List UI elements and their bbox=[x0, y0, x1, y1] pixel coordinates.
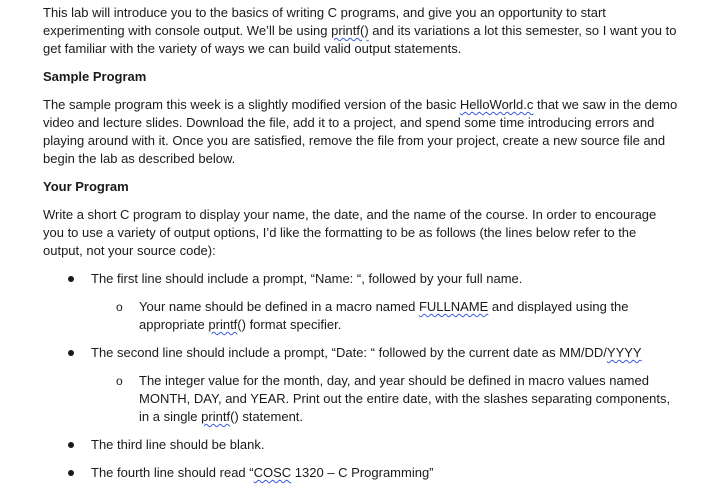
lab-document bbox=[43, 4, 678, 492]
printf-term: printf bbox=[208, 317, 238, 332]
requirement-text: The first line should include a prompt, “Name: “, followed by your full name. bbox=[91, 271, 523, 286]
intro-text: This lab will introduce you to the basics of writing C programs, and give you an opportunity to start experimenting with console output. We’ll be using bbox=[43, 5, 606, 38]
sub-requirement-text-continued: and displayed using the appropriate bbox=[139, 299, 629, 332]
course-code-term: COSC bbox=[253, 465, 292, 480]
requirement-text-end: 1320 – C Programming” bbox=[291, 465, 434, 480]
requirements-list bbox=[43, 270, 678, 482]
sample-text: The sample program this week is a slightly modified version of the basic bbox=[43, 97, 460, 112]
requirement-text: The third line should be blank. bbox=[91, 437, 265, 452]
requirement-third-line bbox=[43, 436, 678, 454]
printf-term: printf bbox=[201, 409, 231, 424]
requirement-text: The second line should include a prompt, “Date: “ followed by the current date as MM/DD/ bbox=[91, 345, 607, 360]
sub-requirement-text-end: () statement. bbox=[230, 409, 304, 424]
intro-text-continued: and its variations a lot this semester, so I want you to get familiar with the variety of ways we can build valid output statements. bbox=[43, 23, 677, 56]
sample-program-heading: Sample Program bbox=[43, 69, 147, 84]
sub-requirement-date bbox=[91, 372, 678, 426]
sample-text-continued: that we saw in the demo video and lecture slides. Download the file, add it to a project, and spend some time introducing errors and playing around with it. Once you are satisfied, remove the file from your project, create a new source file and begin the lab as described below. bbox=[43, 97, 678, 166]
year-format-term: YYYY bbox=[606, 345, 642, 360]
requirement-fourth-line bbox=[43, 464, 678, 482]
sub-list bbox=[91, 372, 678, 426]
requirement-first-line bbox=[43, 270, 678, 334]
intro-paragraph bbox=[43, 4, 678, 58]
fullname-macro-term: FULLNAME bbox=[418, 299, 489, 314]
sub-list bbox=[91, 298, 678, 334]
sub-requirement-fullname bbox=[91, 298, 678, 334]
helloworld-filename: HelloWorld.c bbox=[459, 97, 534, 112]
requirement-text: The fourth line should read “ bbox=[91, 465, 254, 480]
your-program-paragraph: Write a short C program to display your name, the date, and the name of the course. In order to encourage you to use a variety of output options, I’d like the formatting to be as follows (the lines below refer to the output, not your source code): bbox=[43, 207, 657, 258]
sub-requirement-text-end: () format specifier. bbox=[237, 317, 342, 332]
printf-term: printf() bbox=[331, 23, 369, 38]
sub-requirement-text: Your name should be defined in a macro named bbox=[139, 299, 419, 314]
your-program-heading: Your Program bbox=[43, 179, 129, 194]
requirement-second-line bbox=[43, 344, 678, 426]
sub-requirement-text: The integer value for the month, day, and year should be defined in macro values named MONTH, DAY, and YEAR. Print out the entire date, with the slashes separating components, in a single bbox=[139, 373, 671, 424]
sample-program-paragraph bbox=[43, 96, 678, 168]
